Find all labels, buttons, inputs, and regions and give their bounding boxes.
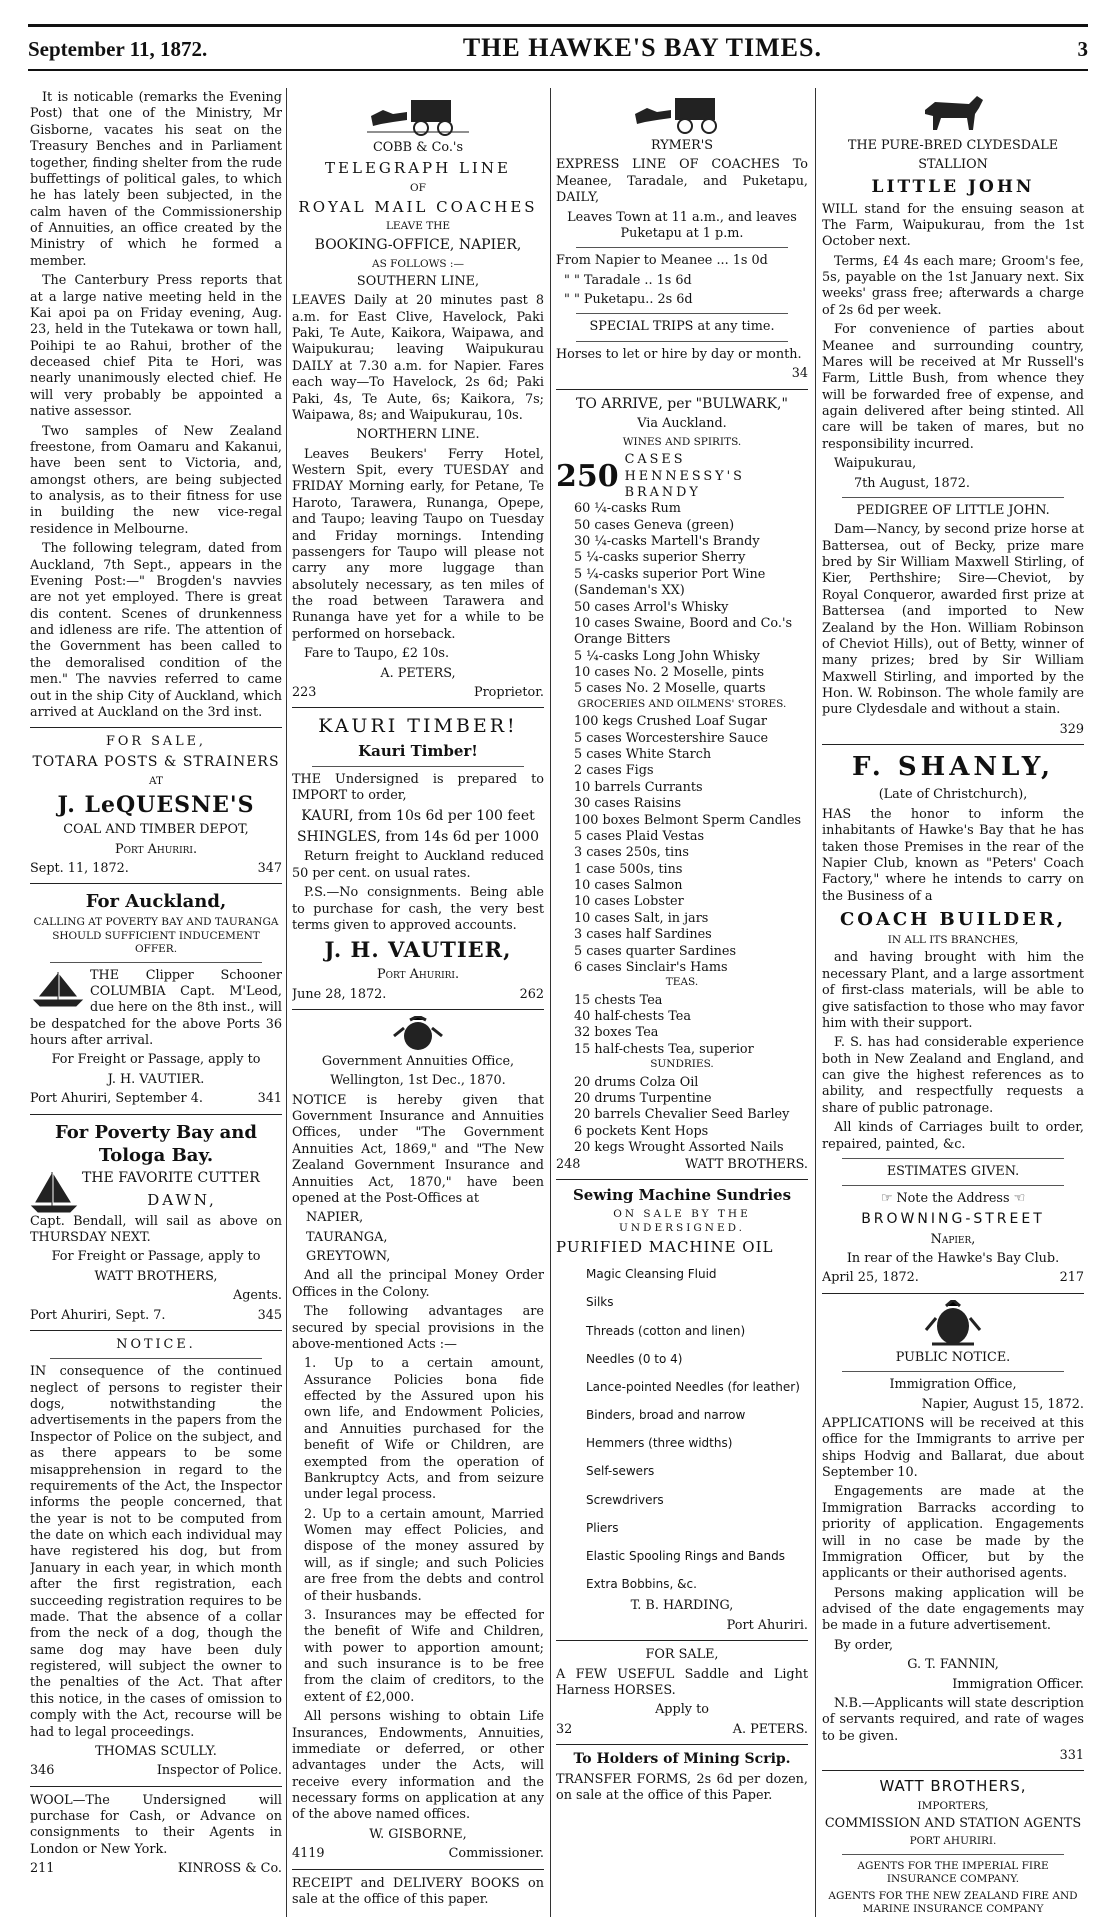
ad-heading: FOR SALE, <box>106 734 206 750</box>
list-item: Elastic Spooling Rings and Bands <box>586 1549 786 1564</box>
ad-body: THE Clipper Schooner COLUMBIA Capt. M'Leod, due here on the 8th inst., will be despatched for the above Ports 36 hours after arrival. <box>30 967 282 1049</box>
annuities-notice <box>292 1016 544 1863</box>
ad-line: Note the Address <box>896 1191 1010 1207</box>
ad-heading: TELEGRAPH LINE <box>325 159 511 178</box>
list-item: 20 barrels Chevalier Seed Barley <box>574 1107 790 1123</box>
ad-line: Inspector of Police. <box>156 1763 282 1779</box>
ad-heading: PUBLIC NOTICE. <box>895 1349 1011 1365</box>
list-item: 5 ¼-casks superior Port Wine (Sandeman's XX) <box>574 566 766 599</box>
ad-number: 217 <box>1059 1270 1084 1286</box>
ad-line: NAPIER, <box>306 1210 364 1226</box>
mining-advert <box>556 1751 808 1805</box>
ad-line: Port Ahuriri. <box>726 1617 808 1633</box>
ad-body: NOTICE is hereby given that Government Insurance and Annuities Offices, under "The Government Annuities Act, 1869," and "The New Zealand Government Insurance and Annuities Act, 1870," have been opened at the Post-Offices at <box>292 1092 544 1206</box>
list-item: 5 ¼-casks Long John Whisky <box>574 648 760 664</box>
ad-body: HAS the honor to inform the inhabitants of Hawke's Bay that he has taken those Premises in the rear of the Napier Club, known as "Peters' Coach Factory," where he intends to carry on the Business of a <box>822 806 1084 904</box>
ad-line: Apply to <box>655 1702 709 1718</box>
ad-name: A. PETERS, <box>380 665 456 681</box>
ad-body: Persons making application will be advised of the date engagements may be made in a future advertisement. <box>822 1585 1084 1634</box>
ad-name: A. PETERS. <box>732 1721 808 1737</box>
ad-heading: For Poverty Bay and Tologa Bay. <box>55 1121 257 1166</box>
list-item: 30 ¼-casks Martell's Brandy <box>574 534 760 550</box>
ad-number: 347 <box>257 860 282 876</box>
ad-body: Leaves Beukers' Ferry Hotel, Western Spit, every TUESDAY and FRIDAY Morning early, for Petane, Te Haroto, Tarawera, Runanga, Opepe, and Taupo; leaving Taupo on Tuesday and Friday mornings. Intending passengers for Taupo will please not carry any more luggage than absolutely necessary, as ten miles of the road between Tarawera and Runanga have yet for a while to be performed on horseback. <box>292 446 544 642</box>
paper-title: THE HAWKE'S BAY TIMES. <box>462 33 822 62</box>
ad-line: PORT AHURIRI. <box>909 1835 997 1848</box>
ad-body: N.B.—Applicants will state description of servants required, and rate of wages to be given. <box>822 1695 1084 1744</box>
article-paragraph: It is noticable (remarks the Evening Post) that one of the Ministry, Mr Gisborne, vacates his seat on the Treasury Benches and in Parliament together, finding shelter from the rude buffettings of political gales, to which he has lately been subjected, in the calm haven of the Commissionership of Annuities, an office created by the Ministry of which he formed a member. <box>30 90 282 269</box>
list-item: 5 cases White Starch <box>574 747 712 763</box>
ad-name: J. LeQUESNE'S <box>57 791 255 818</box>
cobb-advert <box>292 92 544 701</box>
article-paragraph: The following telegram, dated from Auckland, 7th Sept., appears in the Evening Post:—" Brogden's navvies are not yet employed. There is great dis content. Scenes of drunkenness and idleness are rife. The attention of the Government has been called to the demoralised condition of the men." The navvies referred to came out in the ship City of Auckland, which arrived at Auckland on the 3rd inst. <box>30 541 282 720</box>
ad-line: For Freight or Passage, apply to <box>51 1249 261 1265</box>
list-item: 6 cases Sinclair's Hams <box>574 959 728 975</box>
ad-heading: Sewing Machine Sundries <box>572 1185 792 1204</box>
totara-advert <box>30 734 282 877</box>
ad-date: Wellington, 1st Dec., 1870. <box>330 1073 506 1089</box>
crest-icon <box>388 1016 448 1052</box>
ad-number: 248 <box>556 1156 581 1172</box>
ad-body: EXPRESS LINE OF COACHES To Meanee, Taradale, and Puketapu, DAILY, <box>556 157 808 206</box>
ad-line: IN ALL ITS BRANCHES, <box>887 934 1019 947</box>
ad-body: WILL stand for the ensuing season at The Farm, Waipukurau, from the 1st October next. <box>822 201 1084 250</box>
list-item: Needles (0 to 4) <box>586 1351 683 1366</box>
wool-advert <box>30 1793 282 1878</box>
list-item: 32 boxes Tea <box>574 1025 659 1041</box>
ad-line: THE FAVORITE CUTTER <box>82 1169 260 1186</box>
list-item: 10 cases Lobster <box>574 894 684 910</box>
ad-line: TAURANGA, <box>306 1229 388 1245</box>
ad-line: Port Ahuriri. <box>376 967 460 983</box>
public-notice <box>822 1300 1084 1765</box>
ad-body: APPLICATIONS will be received at this office for the Immigrants to arrive per ships Hodvig and Ballarat, due about September 10. <box>822 1415 1084 1481</box>
horses-advert <box>556 1647 808 1738</box>
ad-heading: LITTLE JOHN <box>871 176 1035 197</box>
column-4 <box>822 90 1084 1917</box>
masthead <box>28 24 1088 71</box>
list-item: 10 cases Salt, in jars <box>574 910 709 926</box>
section-heading: GROCERIES AND OILMENS' STORES. <box>577 697 787 710</box>
list-item: Pliers <box>586 1520 619 1535</box>
ad-subheading: Kauri Timber! <box>358 741 478 760</box>
ad-body: All persons wishing to obtain Life Insurances, Endowments, Annuities, immediate or deferred, or other advantages under the Acts, will receive every information and the necessary forms on application at any of the above named offices. <box>292 1709 544 1823</box>
ad-body: All kinds of Carriages built to order, repaired, painted, &c. <box>822 1120 1084 1152</box>
section-heading: TEAS. <box>665 976 699 989</box>
ad-number: 331 <box>1059 1748 1084 1764</box>
list-item: 15 half-chests Tea, superior <box>574 1041 754 1057</box>
ad-date: Sept. 11, 1872. <box>30 860 129 876</box>
ad-line: Agents. <box>232 1288 282 1304</box>
address-line <box>822 1191 1084 1207</box>
ad-line: SHINGLES, from 14s 6d per 1000 <box>296 828 540 845</box>
list-item: 1 case 500s, tins <box>574 861 683 877</box>
list-item: 50 cases Geneva (green) <box>574 517 735 533</box>
rymer-advert <box>556 92 808 383</box>
ad-name: W. GISBORNE, <box>369 1826 467 1842</box>
ad-line: Leaves Town at 11 a.m., and leaves Puketapu at 1 p.m. <box>567 209 797 241</box>
list-item: 10 cases Salmon <box>574 878 683 894</box>
list-item: Hemmers (three widths) <box>586 1436 733 1451</box>
ad-number: 341 <box>257 1091 282 1107</box>
list-item: Screwdrivers <box>586 1492 664 1507</box>
shanly-advert <box>822 751 1084 1287</box>
list-item: 15 chests Tea <box>574 992 663 1008</box>
ad-heading: FOR SALE, <box>645 1647 719 1663</box>
pedigree-advert <box>822 503 1084 738</box>
ad-date: Port Ahuriri, Sept. 7. <box>30 1307 166 1323</box>
list-item: 5 ¼-casks superior Sherry <box>574 550 746 566</box>
section-heading: WINES AND SPIRITS. <box>622 435 742 448</box>
dog-notice <box>30 1337 282 1780</box>
ad-line: LEAVE THE <box>385 220 451 233</box>
list-item: 5 cases No. 2 Moselle, quarts <box>574 681 766 697</box>
ad-line: Port Ahuriri. <box>114 841 198 857</box>
list-item: 2 cases Figs <box>574 763 654 779</box>
ad-line: Horses to let or hire by day or month. <box>556 346 802 362</box>
royal-arms-icon <box>918 1300 988 1348</box>
ad-line: COAL AND TIMBER DEPOT, <box>63 822 249 838</box>
ad-line: ESTIMATES GIVEN. <box>886 1163 1020 1179</box>
list-item: 60 ¼-casks Rum <box>574 501 681 517</box>
fare-line: From Napier to Meanee ... 1s 0d <box>556 253 768 269</box>
list-item: Lance-pointed Needles (for leather) <box>586 1379 800 1394</box>
ad-name: DAWN, <box>147 1190 217 1209</box>
fare-line: " " Puketapu.. 2s 6d <box>564 292 693 307</box>
ad-line: Waipukurau, <box>834 456 917 472</box>
bulwark-advert <box>556 396 808 1173</box>
ad-line: AT <box>148 774 163 787</box>
list-item: 20 drums Colza Oil <box>574 1074 699 1090</box>
ad-number: 346 <box>30 1763 55 1779</box>
ad-line: In rear of the Hawke's Bay Club. <box>846 1251 1060 1267</box>
ad-heading: NOTICE. <box>116 1336 196 1352</box>
horse-icon <box>913 92 993 136</box>
ad-body: TRANSFER FORMS, 2s 6d per dozen, on sale at the office of this Paper. <box>556 1771 808 1804</box>
ad-number: 262 <box>519 986 544 1002</box>
list-item: Threads (cotton and linen) <box>586 1323 746 1338</box>
list-item: 5 cases quarter Sardines <box>574 943 737 959</box>
ad-number: 4119 <box>292 1846 325 1862</box>
ad-number: 32 <box>556 1721 573 1737</box>
ad-number: 211 <box>30 1861 55 1877</box>
receipt-advert: RECEIPT and DELIVERY BOOKS on sale at the office of this paper. <box>292 1875 544 1907</box>
ad-name: J. H. VAUTIER. <box>107 1071 205 1087</box>
list-item: 3. Insurances may be effected for the benefit of Wife and Children, with power to apportion amount; and such insurance is to be free from the claim of creditors, to the extent of £2,000. <box>304 1607 544 1705</box>
ad-line: BROWNING-STREET <box>861 1210 1045 1227</box>
kauri-advert <box>292 714 544 1003</box>
ad-line: Via Auckland. <box>637 416 727 432</box>
ad-heading: RYMER'S <box>650 138 714 153</box>
ad-body: F. S. has had considerable experience both in New Zealand and England, and can give the highest references as to ability, and respectfully requests a share of public patronage. <box>822 1035 1084 1116</box>
list-item: Silks <box>586 1295 614 1310</box>
fare-line: " " Taradale .. 1s 6d <box>564 272 692 288</box>
big-number: 250 <box>556 458 619 494</box>
ad-date: June 28, 1872. <box>292 986 387 1002</box>
ad-heading: F. SHANLY, <box>851 752 1055 783</box>
ad-line: KAURI, from 10s 6d per 100 feet <box>301 807 535 824</box>
ad-line: SPECIAL TRIPS at any time. <box>589 319 775 335</box>
ad-name: WATT BROTHERS, <box>94 1268 218 1284</box>
ad-heading: PEDIGREE OF LITTLE JOHN. <box>856 502 1050 518</box>
list-item: 10 barrels Currants <box>574 779 703 795</box>
stallion-advert <box>822 92 1084 492</box>
ad-date: Port Ahuriri, September 4. <box>30 1091 203 1107</box>
ad-line: STALLION <box>918 157 988 173</box>
ad-line: AS FOLLOWS :— <box>372 257 464 270</box>
ad-body: Engagements are made at the Immigration Barracks according to priority of application. Engagements will in no case be made by the Immigration Officer, but by the applicants or their authorised agents. <box>822 1484 1084 1582</box>
ad-line: OF <box>410 181 426 194</box>
ad-line: PURIFIED MACHINE OIL <box>556 1237 774 1256</box>
list-item: 50 cases Arrol's Whisky <box>574 599 729 615</box>
ad-heading: For Auckland, <box>85 891 227 913</box>
ad-date: April 25, 1872. <box>822 1270 919 1286</box>
list-item: 3 cases 250s, tins <box>574 845 689 861</box>
ad-line: COBB & Co.'s <box>372 140 464 155</box>
ad-line: Immigration Officer. <box>952 1676 1084 1692</box>
list-item: 100 kegs Crushed Loaf Sugar <box>574 714 768 730</box>
ad-body: And all the principal Money Order Offices in the Colony. <box>292 1268 544 1300</box>
ad-body: Terms, £4 4s each mare; Groom's fee, 5s, payable on the 1st January next. Six weeks' grass free; afterwards a charge of 2s 6d per week. <box>822 253 1084 318</box>
pointing-hand-icon: ☞ <box>880 1191 897 1207</box>
sewing-advert <box>556 1186 808 1634</box>
list-item: 5 cases Plaid Vestas <box>574 828 705 844</box>
ad-line: Napier, <box>930 1231 976 1247</box>
list-item: 20 kegs Wrought Assorted Nails <box>574 1140 784 1156</box>
groceries-list <box>556 714 808 976</box>
cutter-icon <box>30 1170 78 1214</box>
auckland-advert <box>30 890 282 1107</box>
ad-line: CASES HENNESSY'S BRANDY <box>624 452 745 500</box>
ad-body: THE Undersigned is prepared to IMPORT to order, <box>292 771 544 804</box>
ad-number: 34 <box>791 366 808 382</box>
ad-heading: TO ARRIVE, per "BULWARK," <box>576 395 788 412</box>
ad-body: The following advantages are secured by special provisions in the above-mentioned Acts :— <box>292 1304 544 1352</box>
ad-line: Government Annuities Office, <box>321 1053 515 1069</box>
ad-body: Capt. Bendall, will sail as above on THURSDAY NEXT. <box>30 1213 282 1246</box>
ad-name: T. B. HARDING, <box>630 1598 734 1614</box>
ad-body: LEAVES Daily at 20 minutes past 8 a.m. for East Clive, Havelock, Paki Paki, Te Aute, Kaikora, Waipawa, and Waipukurau; leaving Waipukurau DAILY at 7.30 a.m. for Napier. Fares each way—To Havelock, 2s 6d; Paki Paki, 4s, Te Aute, 6s; Kaikora, 7s; Waipawa, 8s; and Waipukurau, 10s. <box>292 293 544 423</box>
ad-heading: WATT BROTHERS, <box>879 1777 1027 1796</box>
ad-heading: ROYAL MAIL COACHES <box>298 198 538 216</box>
ad-line: Proprietor. <box>473 684 544 700</box>
ad-line: Fare to Taupo, £2 10s. <box>304 646 450 662</box>
ad-body: IN consequence of the continued neglect of persons to register their dogs, notwithstanding the advertisements in the papers from the Inspector of Police on the subject, and as there appears to be some misapprehension in regard to the requirements of the Act, the Inspector informs the people concerned, that the year is not to be computed from the date on which each individual may have registered his dog, but from January in each year, in which month after the first registration, each succeeding registration requires to be made. That the absence of a collar from the neck of a dog, though the same dog may have been duly registered, will subject the owner to the penalties of the Act. That after this notice, in the cases of omission to comply with the Act, recourse will be had to legal proceedings. <box>30 1364 282 1740</box>
list-item: Magic Cleansing Fluid <box>586 1267 717 1282</box>
ad-subheading: COACH BUILDER, <box>839 909 1067 931</box>
issue-date: September 11, 1872. <box>28 37 208 61</box>
teas-list <box>556 993 808 1059</box>
coach-icon <box>363 92 473 138</box>
ad-line: BOOKING-OFFICE, NAPIER, <box>314 236 522 253</box>
ad-name: J. H. VAUTIER, <box>324 937 512 963</box>
list-item: 2. Up to a certain amount, Married Women may effect Policies, and dispose of the money assured by will, as if single; and such Policies are free from the debts and control of their husbands. <box>304 1506 544 1604</box>
list-item: 100 boxes Belmont Sperm Candles <box>574 812 802 828</box>
article-paragraph: Two samples of New Zealand freestone, from Oamaru and Kakanui, have been sent to Victoria, and, amongst others, are being subjected to analysis, as to their fitness for use in building the new vice-regal residence in Melbourne. <box>30 423 282 537</box>
ad-subheading: NORTHERN LINE. <box>356 427 480 443</box>
list-item: 6 pockets Kent Hops <box>574 1123 709 1139</box>
list-item: 3 cases half Sardines <box>574 927 712 943</box>
list-item: 30 cases Raisins <box>574 796 682 812</box>
ad-line: Immigration Office, <box>889 1377 1017 1393</box>
ad-body: For convenience of parties about Meanee and surrounding country, Mares will be received at Mr Russell's Farm, Little Bush, from whence they will be forwarded free of expense, and again delivered after being stinted. All care will be taken of mares, but no responsibility incurred. <box>822 322 1084 452</box>
list-item: 5 cases Worcestershire Sauce <box>574 730 769 746</box>
ad-name: THOMAS SCULLY. <box>95 1743 217 1759</box>
page-number: 3 <box>1077 37 1088 61</box>
ad-date: Napier, August 15, 1872. <box>921 1396 1084 1412</box>
ad-heading: KAURI TIMBER! <box>318 715 518 738</box>
list-item: Binders, broad and narrow <box>586 1408 746 1423</box>
list-item: 10 cases Swaine, Boord and Co.'s Orange Bitters <box>574 615 793 648</box>
ad-number: 223 <box>292 684 317 700</box>
ad-line: AGENTS FOR THE IMPERIAL FIRE INSURANCE COMPANY. <box>857 1859 1049 1886</box>
ad-line: Commissioner. <box>448 1846 544 1862</box>
ad-body: and having brought with him the necessary Plant, and a large assortment of first-class materials, will be able to give satisfaction to those who may favor him with their support. <box>822 950 1084 1031</box>
poverty-bay-advert <box>30 1121 282 1324</box>
ad-subheading: SOUTHERN LINE, <box>356 273 480 289</box>
ad-body: A FEW USEFUL Saddle and Light Harness HORSES. <box>556 1666 808 1698</box>
list-item: Extra Bobbins, &c. <box>586 1577 697 1592</box>
ad-body: WOOL—The Undersigned will purchase for Cash, or Advance on consignments to their Agents in London or New York. <box>30 1792 282 1857</box>
ad-body: P.S.—No consignments. Being able to purchase for cash, the very best terms given to approved accounts. <box>292 885 544 933</box>
ad-date: 7th August, 1872. <box>854 475 970 491</box>
watt-brothers-advert <box>822 1777 1084 1916</box>
ad-line: GREYTOWN, <box>306 1249 391 1265</box>
list-item: Self-sewers <box>586 1464 655 1479</box>
ad-line: TOTARA POSTS & STRAINERS <box>32 753 280 770</box>
coach-icon <box>627 92 737 136</box>
ad-number: 329 <box>1059 721 1084 737</box>
article-paragraph: The Canterbury Press reports that at a large native meeting held in the Kai apoi pa on Friday evening, Aug. 23, held in the Tutekawa or town hall, Poihipi te ao Rahui, brother of the deceased chief Pita te Hori, was nearly unanimously elected chief. He will very probably be appointed a native assessor. <box>30 273 282 420</box>
sundries-list <box>556 1075 808 1157</box>
ad-line: COMMISSION AND STATION AGENTS <box>824 1816 1082 1832</box>
column-2 <box>292 90 544 1917</box>
wines-list <box>556 501 808 698</box>
column-1 <box>30 90 282 1917</box>
ad-body: Dam—Nancy, by second prize horse at Battersea, out of Becky, prize mare bred by Sir William Maxwell Stirling, of Kier, Perthshire; Sire—Cheviot, by Royal Conqueror, awarded first prize at Battersea (and imported to New Zealand by the Hon. William Robinson of Cheviot Hills), out of Betty, winner of many prizes; bred by Sir William Maxwell Stirling, and imported by the Hon. W. Robinson. The whole family are pure Clydesdale and without a stain. <box>822 522 1084 718</box>
schooner-icon <box>30 968 86 1008</box>
list-item: 20 drums Turpentine <box>574 1091 712 1107</box>
ad-line: THE PURE-BRED CLYDESDALE <box>847 138 1059 153</box>
ad-body: Return freight to Auckland reduced 50 per cent. on usual rates. <box>292 849 544 881</box>
ad-line: By order, <box>834 1637 894 1653</box>
ad-line: (Late of Christchurch), <box>878 787 1028 803</box>
ad-subheading: CALLING AT POVERTY BAY AND TAURANGA SHOULD SUFFICIENT INDUCEMENT OFFER. <box>33 916 279 956</box>
ad-line: IMPORTERS, <box>917 1799 989 1812</box>
section-heading: SUNDRIES. <box>650 1058 714 1071</box>
ad-name: WATT BROTHERS. <box>684 1156 808 1172</box>
ad-line: For Freight or Passage, apply to <box>51 1052 261 1068</box>
column-3 <box>556 90 808 1917</box>
ad-name: KINROSS & Co. <box>177 1861 282 1877</box>
pointing-hand-icon: ☜ <box>1009 1191 1026 1207</box>
list-item: 10 cases No. 2 Moselle, pints <box>574 665 765 681</box>
ad-line: AGENTS FOR THE NEW ZEALAND FIRE AND MARINE INSURANCE COMPANY <box>828 1889 1078 1916</box>
ad-number: 345 <box>257 1307 282 1323</box>
sewing-list <box>556 1260 808 1598</box>
list-item: 40 half-chests Tea <box>574 1009 691 1025</box>
list-item: 1. Up to a certain amount, Assurance Policies bona fide effected by the Assured upon his own life, and Endowment Policies, and Annuities purchased for the benefit of Wife or Children, are exempted from the operation of Bankruptcy Acts, and from seizure under legal process. <box>304 1356 544 1503</box>
ad-heading: To Holders of Mining Scrip. <box>573 1751 791 1768</box>
ad-name: G. T. FANNIN, <box>907 1657 999 1673</box>
ad-subheading: ON SALE BY THE UNDERSIGNED. <box>613 1208 751 1234</box>
